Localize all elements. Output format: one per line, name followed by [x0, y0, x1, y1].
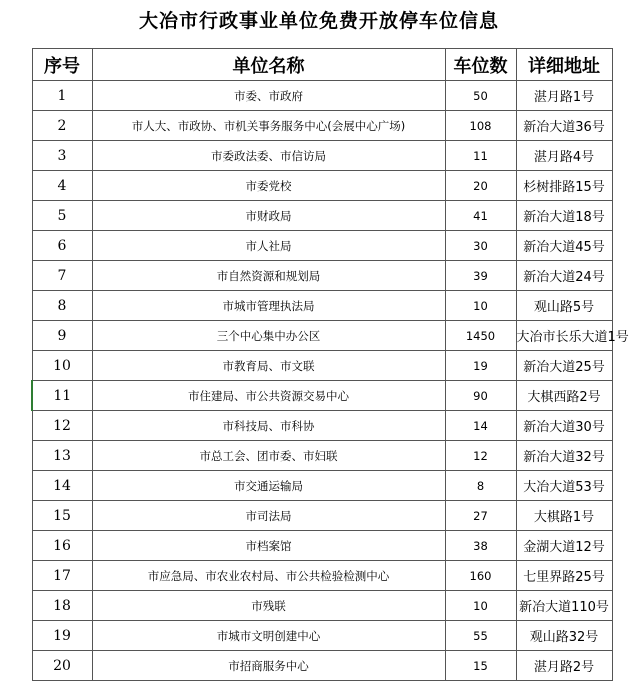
row-index-cell: 9 [32, 321, 92, 351]
row-address-cell: 湛月路1号 [516, 81, 612, 111]
header-name: 单位名称 [92, 49, 445, 81]
table-row [32, 621, 612, 651]
header-index: 序号 [32, 49, 92, 81]
row-index-cell: 4 [32, 171, 92, 201]
table-row [32, 81, 612, 111]
table-row [32, 591, 612, 621]
row-count-cell: 30 [445, 231, 516, 261]
row-address-cell: 湛月路2号 [516, 651, 612, 681]
row-address-cell: 新冶大道24号 [516, 261, 612, 291]
row-address-cell: 新冶大道45号 [516, 231, 612, 261]
row-address-cell: 杉树排路15号 [516, 171, 612, 201]
table-row [32, 231, 612, 261]
table-row [32, 201, 612, 231]
row-address-cell: 大冶市长乐大道1号 [516, 321, 612, 351]
row-address-cell: 湛月路4号 [516, 141, 612, 171]
row-address-cell: 观山路32号 [516, 621, 612, 651]
row-name-cell: 市总工会、团市委、市妇联 [92, 441, 445, 471]
header-count: 车位数 [445, 49, 516, 81]
table-header-row [32, 49, 612, 81]
row-address-cell: 新冶大道32号 [516, 441, 612, 471]
row-index-cell: 2 [32, 111, 92, 141]
row-count-cell: 15 [445, 651, 516, 681]
row-address-cell: 新冶大道25号 [516, 351, 612, 381]
row-index-cell: 15 [32, 501, 92, 531]
row-address-cell: 大棋路1号 [516, 501, 612, 531]
row-index-cell: 7 [32, 261, 92, 291]
row-name-cell: 市残联 [92, 591, 445, 621]
row-name-cell: 市委政法委、市信访局 [92, 141, 445, 171]
row-index-cell: 18 [32, 591, 92, 621]
row-name-cell: 市住建局、市公共资源交易中心 [92, 381, 445, 411]
row-name-cell: 市委党校 [92, 171, 445, 201]
row-count-cell: 20 [445, 171, 516, 201]
row-address-cell: 七里界路25号 [516, 561, 612, 591]
row-address-cell: 新冶大道30号 [516, 411, 612, 441]
row-index-cell: 1 [32, 81, 92, 111]
table-row [32, 111, 612, 141]
table-row [32, 321, 612, 351]
row-index-cell: 20 [32, 651, 92, 681]
row-name-cell: 市交通运输局 [92, 471, 445, 501]
row-count-cell: 10 [445, 591, 516, 621]
row-count-cell: 108 [445, 111, 516, 141]
table-row [32, 141, 612, 171]
row-index-cell: 12 [32, 411, 92, 441]
row-index-cell: 6 [32, 231, 92, 261]
table-row [32, 171, 612, 201]
header-address: 详细地址 [516, 49, 612, 81]
row-address-cell: 大棋西路2号 [516, 381, 612, 411]
page-title: 大冶市行政事业单位免费开放停车位信息 [138, 10, 499, 32]
row-count-cell: 8 [445, 471, 516, 501]
row-name-cell: 市科技局、市科协 [92, 411, 445, 441]
table-row [32, 381, 612, 411]
table-row [32, 411, 612, 441]
row-count-cell: 55 [445, 621, 516, 651]
row-count-cell: 10 [445, 291, 516, 321]
row-name-cell: 市教育局、市文联 [92, 351, 445, 381]
row-name-cell: 三个中心集中办公区 [92, 321, 445, 351]
row-name-cell: 市自然资源和规划局 [92, 261, 445, 291]
row-index-cell: 16 [32, 531, 92, 561]
row-index-cell: 17 [32, 561, 92, 591]
row-count-cell: 38 [445, 531, 516, 561]
row-name-cell: 市应急局、市农业农村局、市公共检验检测中心 [92, 561, 445, 591]
row-index-cell: 14 [32, 471, 92, 501]
row-count-cell: 90 [445, 381, 516, 411]
table-row [32, 561, 612, 591]
table-body [32, 81, 629, 681]
row-name-cell: 市档案馆 [92, 531, 445, 561]
row-index-cell: 13 [32, 441, 92, 471]
row-count-cell: 12 [445, 441, 516, 471]
table-row [32, 261, 612, 291]
row-name-cell: 市财政局 [92, 201, 445, 231]
row-count-cell: 11 [445, 141, 516, 171]
table-row [32, 351, 612, 381]
row-address-cell: 新冶大道36号 [516, 111, 612, 141]
table-row [32, 471, 612, 501]
row-address-cell: 新冶大道110号 [516, 591, 612, 621]
table-row [32, 531, 612, 561]
row-index-cell: 5 [32, 201, 92, 231]
row-address-cell: 大冶大道53号 [516, 471, 612, 501]
row-count-cell: 27 [445, 501, 516, 531]
table-row [32, 501, 612, 531]
row-count-cell: 19 [445, 351, 516, 381]
row-name-cell: 市人社局 [92, 231, 445, 261]
row-index-cell: 11 [32, 381, 92, 411]
table-row [32, 651, 612, 681]
row-name-cell: 市城市文明创建中心 [92, 621, 445, 651]
row-name-cell: 市人大、市政协、市机关事务服务中心(会展中心广场) [92, 111, 445, 141]
row-count-cell: 1450 [445, 321, 516, 351]
row-name-cell: 市委、市政府 [92, 81, 445, 111]
row-index-cell: 3 [32, 141, 92, 171]
row-index-cell: 10 [32, 351, 92, 381]
table-row [32, 441, 612, 471]
row-count-cell: 41 [445, 201, 516, 231]
row-address-cell: 观山路5号 [516, 291, 612, 321]
row-address-cell: 金湖大道12号 [516, 531, 612, 561]
row-count-cell: 39 [445, 261, 516, 291]
row-name-cell: 市城市管理执法局 [92, 291, 445, 321]
row-index-cell: 19 [32, 621, 92, 651]
row-count-cell: 160 [445, 561, 516, 591]
row-count-cell: 14 [445, 411, 516, 441]
row-name-cell: 市司法局 [92, 501, 445, 531]
row-count-cell: 50 [445, 81, 516, 111]
parking-table [31, 48, 629, 681]
row-name-cell: 市招商服务中心 [92, 651, 445, 681]
table-row [32, 291, 612, 321]
row-address-cell: 新冶大道18号 [516, 201, 612, 231]
row-index-cell: 8 [32, 291, 92, 321]
